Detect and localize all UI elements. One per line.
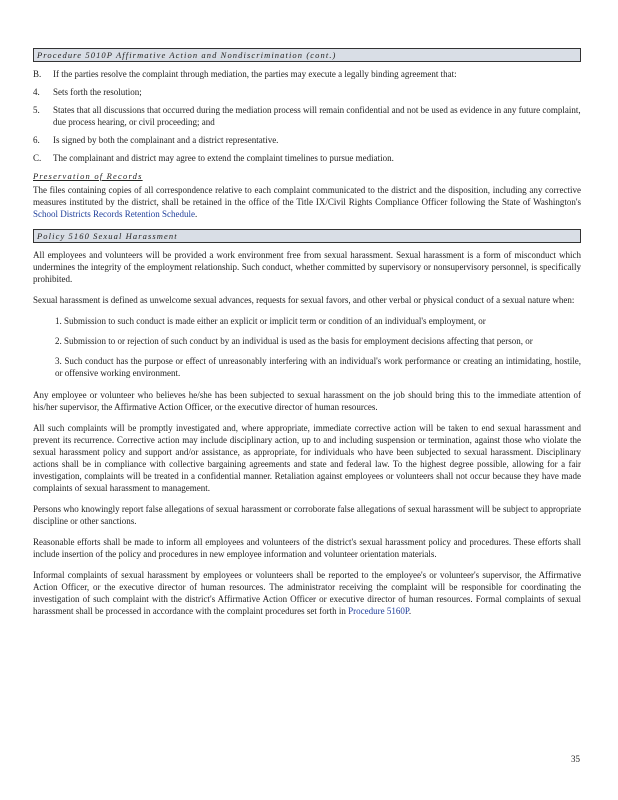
procedure-5160p-link[interactable]: Procedure 5160P bbox=[348, 606, 409, 616]
preservation-end: . bbox=[194, 209, 198, 219]
paragraph-informal-complaints bbox=[33, 569, 581, 617]
definition-item: 3. Such conduct has the purpose or effect of unreasonably interfering with an individual's work performance or creating an intimidating, hostile, or offensive working environment. bbox=[55, 356, 581, 378]
list-text: Is signed by both the complainant and a district representative. bbox=[53, 135, 279, 145]
list-text: If the parties resolve the complaint through mediation, the parties may execute a legally binding agreement that: bbox=[53, 69, 457, 79]
section-header-procedure-5010p: Procedure 5010P Affirmative Action and Nondiscrimination (cont.) bbox=[33, 48, 581, 62]
list-item bbox=[33, 152, 581, 164]
list-marker: 6. bbox=[33, 135, 40, 145]
paragraph-intro: All employees and volunteers will be provided a work environment free from sexual harassment. Sexual harassment is a form of misconduct which undermines the integrity of the employment relationship. Such conduct, whether committed by supervisory or nonsupervisory personnel, is specifically prohibited. bbox=[33, 250, 581, 284]
list-text: The complainant and district may agree to extend the complaint timelines to pursue mediation. bbox=[53, 153, 394, 163]
list-text: Sets forth the resolution; bbox=[53, 87, 142, 97]
list-marker: B. bbox=[33, 69, 42, 79]
records-retention-link[interactable]: School Districts Records Retention Schedule bbox=[33, 209, 195, 219]
list-item bbox=[33, 68, 581, 80]
page-content bbox=[33, 48, 581, 626]
informal-complaints-end: . bbox=[408, 606, 412, 616]
definition-item: 1. Submission to such conduct is made either an explicit or implicit term or condition of an individual's employment, or bbox=[55, 316, 486, 326]
informal-complaints-text: Informal complaints of sexual harassment by employees or volunteers shall be reported to the employee's or volunteer's supervisor, the Affirmative Action Officer, or the executive director of human resources. The administrator receiving the complaint will be responsible for coordinating the investigation of such complaint with the district's Affirmative Action Officer or executive director of human resources. Formal complaints of sexual harassment shall be processed in accordance with the complaint procedures set forth in bbox=[33, 570, 581, 616]
paragraph-false-allegations: Persons who knowingly report false allegations of sexual harassment or corroborate false allegations of sexual harassment will be subject to appropriate discipline or other sanctions. bbox=[33, 504, 581, 526]
list-text: States that all discussions that occurred during the mediation process will remain confidential and not be used as evidence in any future complaint, due process hearing, or civil proceeding; and bbox=[53, 105, 581, 127]
page-number: 35 bbox=[571, 754, 580, 764]
paragraph-inform: Reasonable efforts shall be made to inform all employees and volunteers of the district's sexual harassment policy and procedures. These efforts shall include insertion of the policy and procedures in new employee information and volunteer orientation materials. bbox=[33, 537, 581, 559]
list-marker: 5. bbox=[33, 105, 40, 115]
definition-item: 2. Submission to or rejection of such conduct by an individual is used as the basis for employment decisions affecting that person, or bbox=[55, 336, 533, 346]
paragraph-investigation: All such complaints will be promptly investigated and, where appropriate, immediate corrective action will be taken to end sexual harassment and prevent its recurrence. Corrective action may include disciplinary action, up to and including suspension or termination, against those who violate the sexual harassment policy and support and/or assistance, as appropriate, for individuals who have been subjected to sexual harassment. Disciplinary actions shall be in compliance with collective bargaining agreements and state and federal law. To the highest degree possible, allowing for a fair investigation, complaints will be treated in a confidential manner. Retaliation against employees or volunteers shall not occur because they have made complaints of sexual harassment to management. bbox=[33, 423, 581, 493]
list-item bbox=[33, 134, 581, 146]
list-item bbox=[33, 104, 581, 128]
list-item bbox=[33, 86, 581, 98]
paragraph-reporting: Any employee or volunteer who believes he/she has been subjected to sexual harassment on the job should bring this to the immediate attention of his/her supervisor, the Affirmative Action Officer, or the executive director of human resources. bbox=[33, 390, 581, 412]
section-header-policy-5160: Policy 5160 Sexual Harassment bbox=[33, 229, 581, 243]
list-marker: C. bbox=[33, 153, 42, 163]
list-marker: 4. bbox=[33, 87, 40, 97]
preservation-text: The files containing copies of all correspondence relative to each complaint communicated to the district and the disposition, including any corrective measures instituted by the district, shall be retained in the office of the Title IX/Civil Rights Compliance Officer following the State of Washington's bbox=[33, 185, 581, 207]
paragraph-definition: Sexual harassment is defined as unwelcome sexual advances, requests for sexual favors, and other verbal or physical conduct of a sexual nature when: bbox=[33, 295, 575, 305]
preservation-heading: Preservation of Records bbox=[33, 171, 143, 181]
preservation-paragraph bbox=[33, 184, 581, 220]
